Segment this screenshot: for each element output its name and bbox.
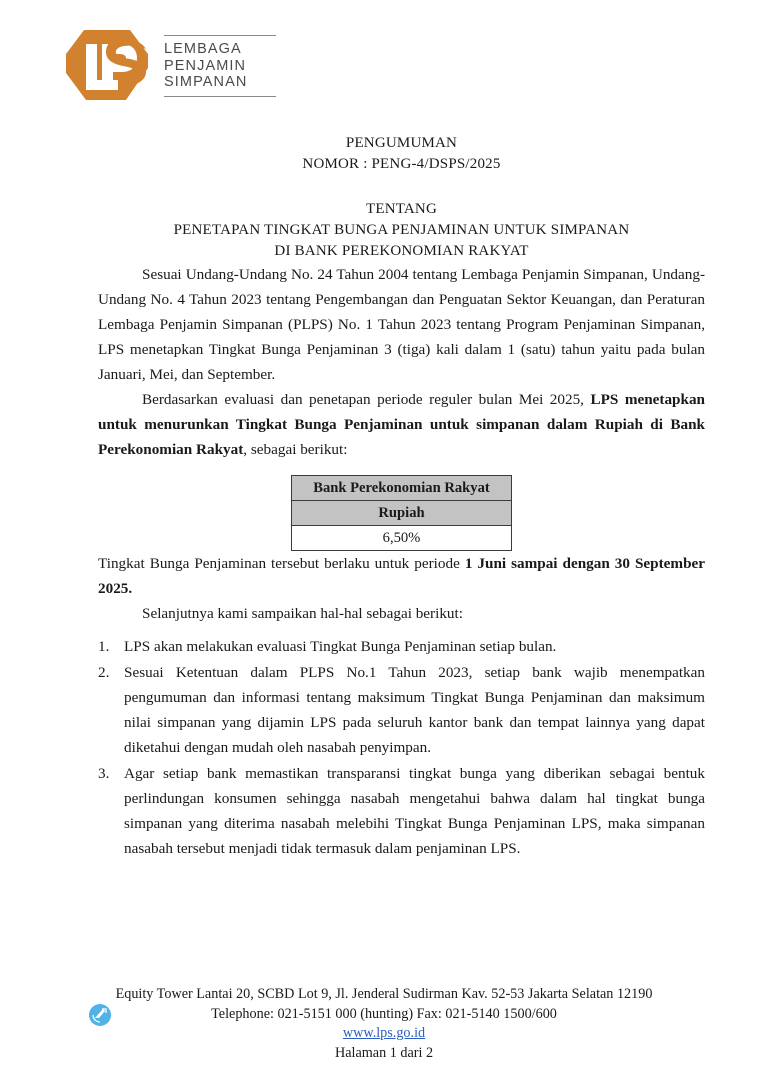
table-row [292,501,512,526]
about-label: TENTANG [365,201,438,217]
subject-line-2: DI BANK PEREKONOMIAN RAKYAT [274,243,529,259]
lps-footer-badge-icon [88,1003,112,1027]
subject-line-1: PENETAPAN TINGKAT BUNGA PENJAMINAN UNTUK SIMPANAN [173,222,630,238]
logo-line-1: LEMBAGA [164,41,242,58]
list-item: LPS akan melakukan evaluasi Tingkat Bunga Penjaminan setiap bulan. [124,638,557,655]
document-body [98,0,705,862]
table-row [292,526,512,551]
rate-decision-tail: , sebagai berikut: [243,441,348,458]
rate-table-value: 6,50% [292,526,512,551]
rate-table-header-currency: Rupiah [292,501,512,526]
validity-bold: 1 Juni sampai dengan 30 September 2025. [98,555,705,597]
logo-line-2: PENJAMIN [164,57,247,74]
paragraph-rate-decision [98,387,705,462]
paragraph-legal-basis: Sesuai Undang-Undang No. 24 Tahun 2004 tentang Lembaga Penjamin Simpanan, Undang-Undang No. 4 Tahun 2023 tentang Pengembangan dan Penguatan Sektor Keuangan, dan Peraturan Lembaga Penjamin Simpanan (PLPS) No. 1 Tahun 2023 tentang Program Penjaminan Simpanan, LPS menetapkan Tingkat Bunga Penjaminan 3 (tiga) kali dalam 1 (satu) tahun yaitu pada bulan Januari, Mei, dan September. [98,266,705,383]
footer-page-number: Halaman 1 dari 2 [334,1044,434,1061]
announcement-number: NOMOR : PENG-4/DSPS/2025 [302,156,501,172]
table-row [292,476,512,501]
rate-table-wrapper [98,475,705,551]
footer-website-line [0,1024,768,1044]
paragraph-validity-period [98,551,705,601]
footer-address: Equity Tower Lantai 20, SCBD Lot 9, Jl. Jenderal Sudirman Kav. 52-53 Jakarta Selatan 12190 [115,986,653,1002]
list-item: Agar setiap bank memastikan transparansi tingkat bunga yang diberikan sebagai bentuk perlindungan konsumen sehingga nasabah mengetahui bahwa dalam hal tingkat bunga simpanan yang diterima nasabah melebihi Tingkat Bunga Penjaminan LPS, maka simpanan nasabah tersebut menjadi tidak termasuk dalam penjaminan LPS. [124,765,705,857]
notes-list [98,634,705,861]
list-item: Sesuai Ketentuan dalam PLPS No.1 Tahun 2023, setiap bank wajib menempatkan pengumuman dan informasi tentang maksimum Tingkat Bunga Penjaminan dan maksimum nilai simpanan yang dijamin LPS pada seluruh kantor bank dan tempat lainnya yang dapat diketahui dengan mudah oleh nasabah penyimpan. [124,664,705,756]
footer-website-link[interactable]: www.lps.go.id [342,1025,426,1041]
guaranteed-rate-table [291,475,512,551]
validity-lead: Tingkat Bunga Penjaminan tersebut berlaku untuk periode [98,555,465,572]
footer-contact: Telephone: 021-5151 000 (hunting) Fax: 021-5140 1500/600 [211,1005,557,1022]
page-footer [0,985,768,1063]
paragraph-further-notes-intro: Selanjutnya kami sampaikan hal-hal sebagai berikut: [142,605,463,622]
rate-decision-lead: Berdasarkan evaluasi dan penetapan periode reguler bulan Mei 2025, [142,391,591,408]
logo-line-3: SIMPANAN [164,74,248,91]
rate-decision-bold: LPS menetapkan untuk menurunkan Tingkat Bunga Penjaminan untuk simpanan dalam Rupiah di Bank Perekonomian Rakyat [98,391,705,458]
announcement-title: PENGUMUMAN [345,135,458,151]
rate-table-header-bank: Bank Perekonomian Rakyat [292,476,512,501]
